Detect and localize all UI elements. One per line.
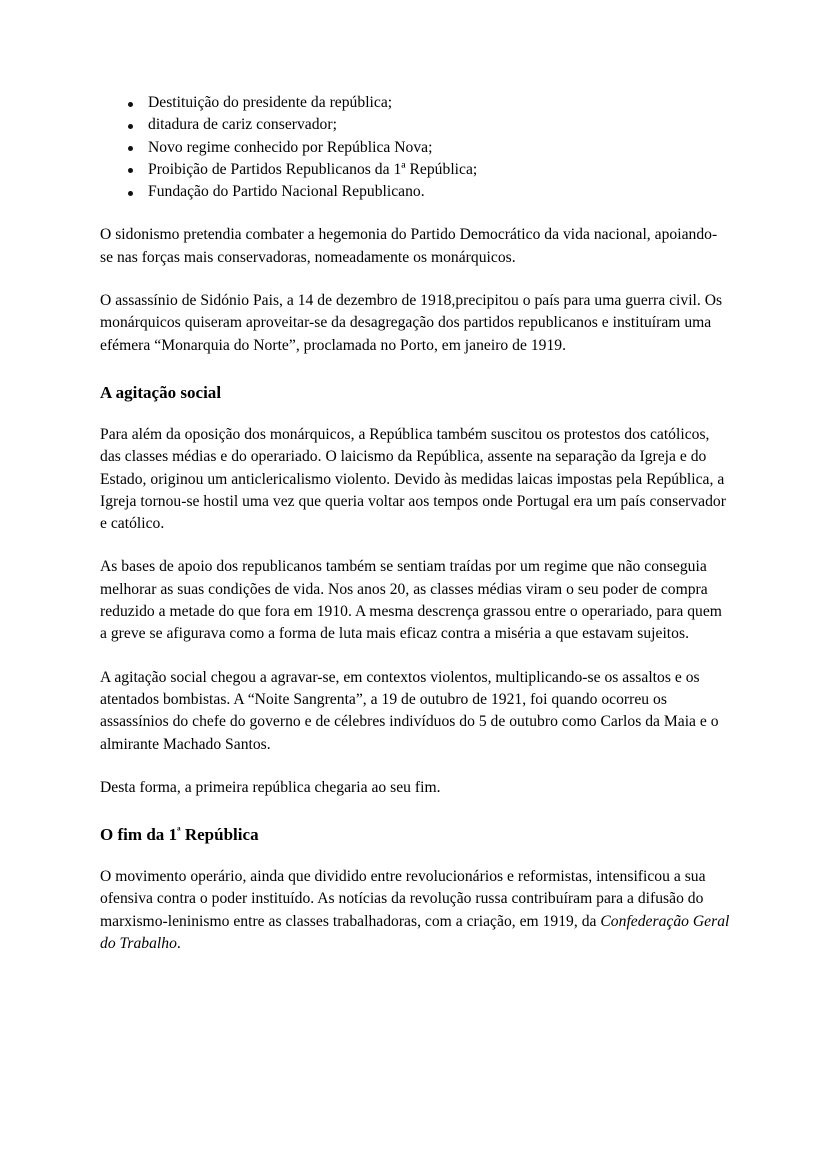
spacer [100,269,730,290]
paragraph-bases-apoio: As bases de apoio dos republicanos também se sentiam traídas por um regime que não conseguia melhorar as suas condições de vida. Nos anos 20, as classes médias viram o seu poder de compra reduzido a metade do que fora em 1910. A mesma descrença grassou entre o operariado, para quem a greve se afigurava como a forma de luta mais eficaz contra a miséria a que estavam sujeitos. [100,558,722,643]
list-item-text: Novo regime conhecido por República Nova; [148,138,433,156]
paragraph-movimento-trailing: . [176,935,181,953]
list-item-text: ditadura de cariz conservador; [148,116,337,134]
list-item-text: Proibição de Partidos Republicanos da 1ª República; [148,160,478,178]
heading-agitacao-social: A agitação social [100,382,222,402]
paragraph-oposicao: Para além da oposição dos monárquicos, a República também suscitou os protestos dos católicos, das classes médias e do operariado. O laicismo da República, assente na separação da Igreja e do Estado, originou um anticlericalismo violento. Devido às medidas laicas impostas pela República, a Igreja tornou-se hostil uma vez que queria voltar aos tempos onde Portugal era um país conservador e católico. [100,425,726,533]
paragraph-sidonismo: O sidonismo pretendia combater a hegemonia do Partido Democrático da vida nacional, apoiando-se nas forças mais conservadoras, nomeadamente os monárquicos. [100,226,718,266]
list-item-text: Destituição do presidente da república; [148,94,393,111]
heading-fim-primeira-republica [100,824,730,846]
list-item [100,181,730,203]
list-item [100,114,730,136]
spacer [100,404,730,424]
spacer [100,535,730,556]
spacer [100,357,730,382]
spacer [100,646,730,667]
work-title-confederacao: Confederação Geral do Trabalho [100,912,730,953]
paragraph-agitacao-agravar: A agitação social chegou a agravar-se, em contextos violentos, multiplicando-se os assaltos e os atentados bombistas. A “Noite Sangrenta”, a 19 de outubro de 1921, foi quando ocorreu os assassínios do chefe do governo e de célebres indivíduos do 5 de outubro como Carlos da Maia e o almirante Machado Santos. [100,668,719,753]
consequences-bullet-list [100,92,730,203]
list-item [100,92,730,114]
paragraph-desta-forma: Desta forma, a primeira república chegaria ao seu fim. [100,778,441,796]
spacer [100,203,730,224]
document-content [100,92,730,955]
list-item [100,137,730,159]
list-item [100,159,730,181]
ordinal-indicator: ª [177,825,181,839]
heading-fim-after: República [180,825,259,845]
paragraph-assassinio: O assassínio de Sidónio Pais, a 14 de dezembro de 1918,precipitou o país para uma guerra civil. Os monárquicos quiseram aproveitar-se da desagregação dos partidos republicanos e instituíram uma efémera “Monarquia do Norte”, proclamada no Porto, em janeiro de 1919. [100,292,723,354]
spacer [100,846,730,866]
spacer [100,799,730,824]
heading-fim-before: O fim da 1 [100,825,178,845]
list-item-text: Fundação do Partido Nacional Republicano. [148,183,425,201]
spacer [100,756,730,777]
paragraph-movimento-text: O movimento operário, ainda que dividido entre revolucionários e reformistas, intensificou a sua ofensiva contra o poder instituído. As notícias da revolução russa contribuíram para a difusão do marxismo-leninismo entre as classes trabalhadoras, com a criação, em 1919, da [100,868,706,930]
paragraph-movimento-operario [100,866,730,955]
